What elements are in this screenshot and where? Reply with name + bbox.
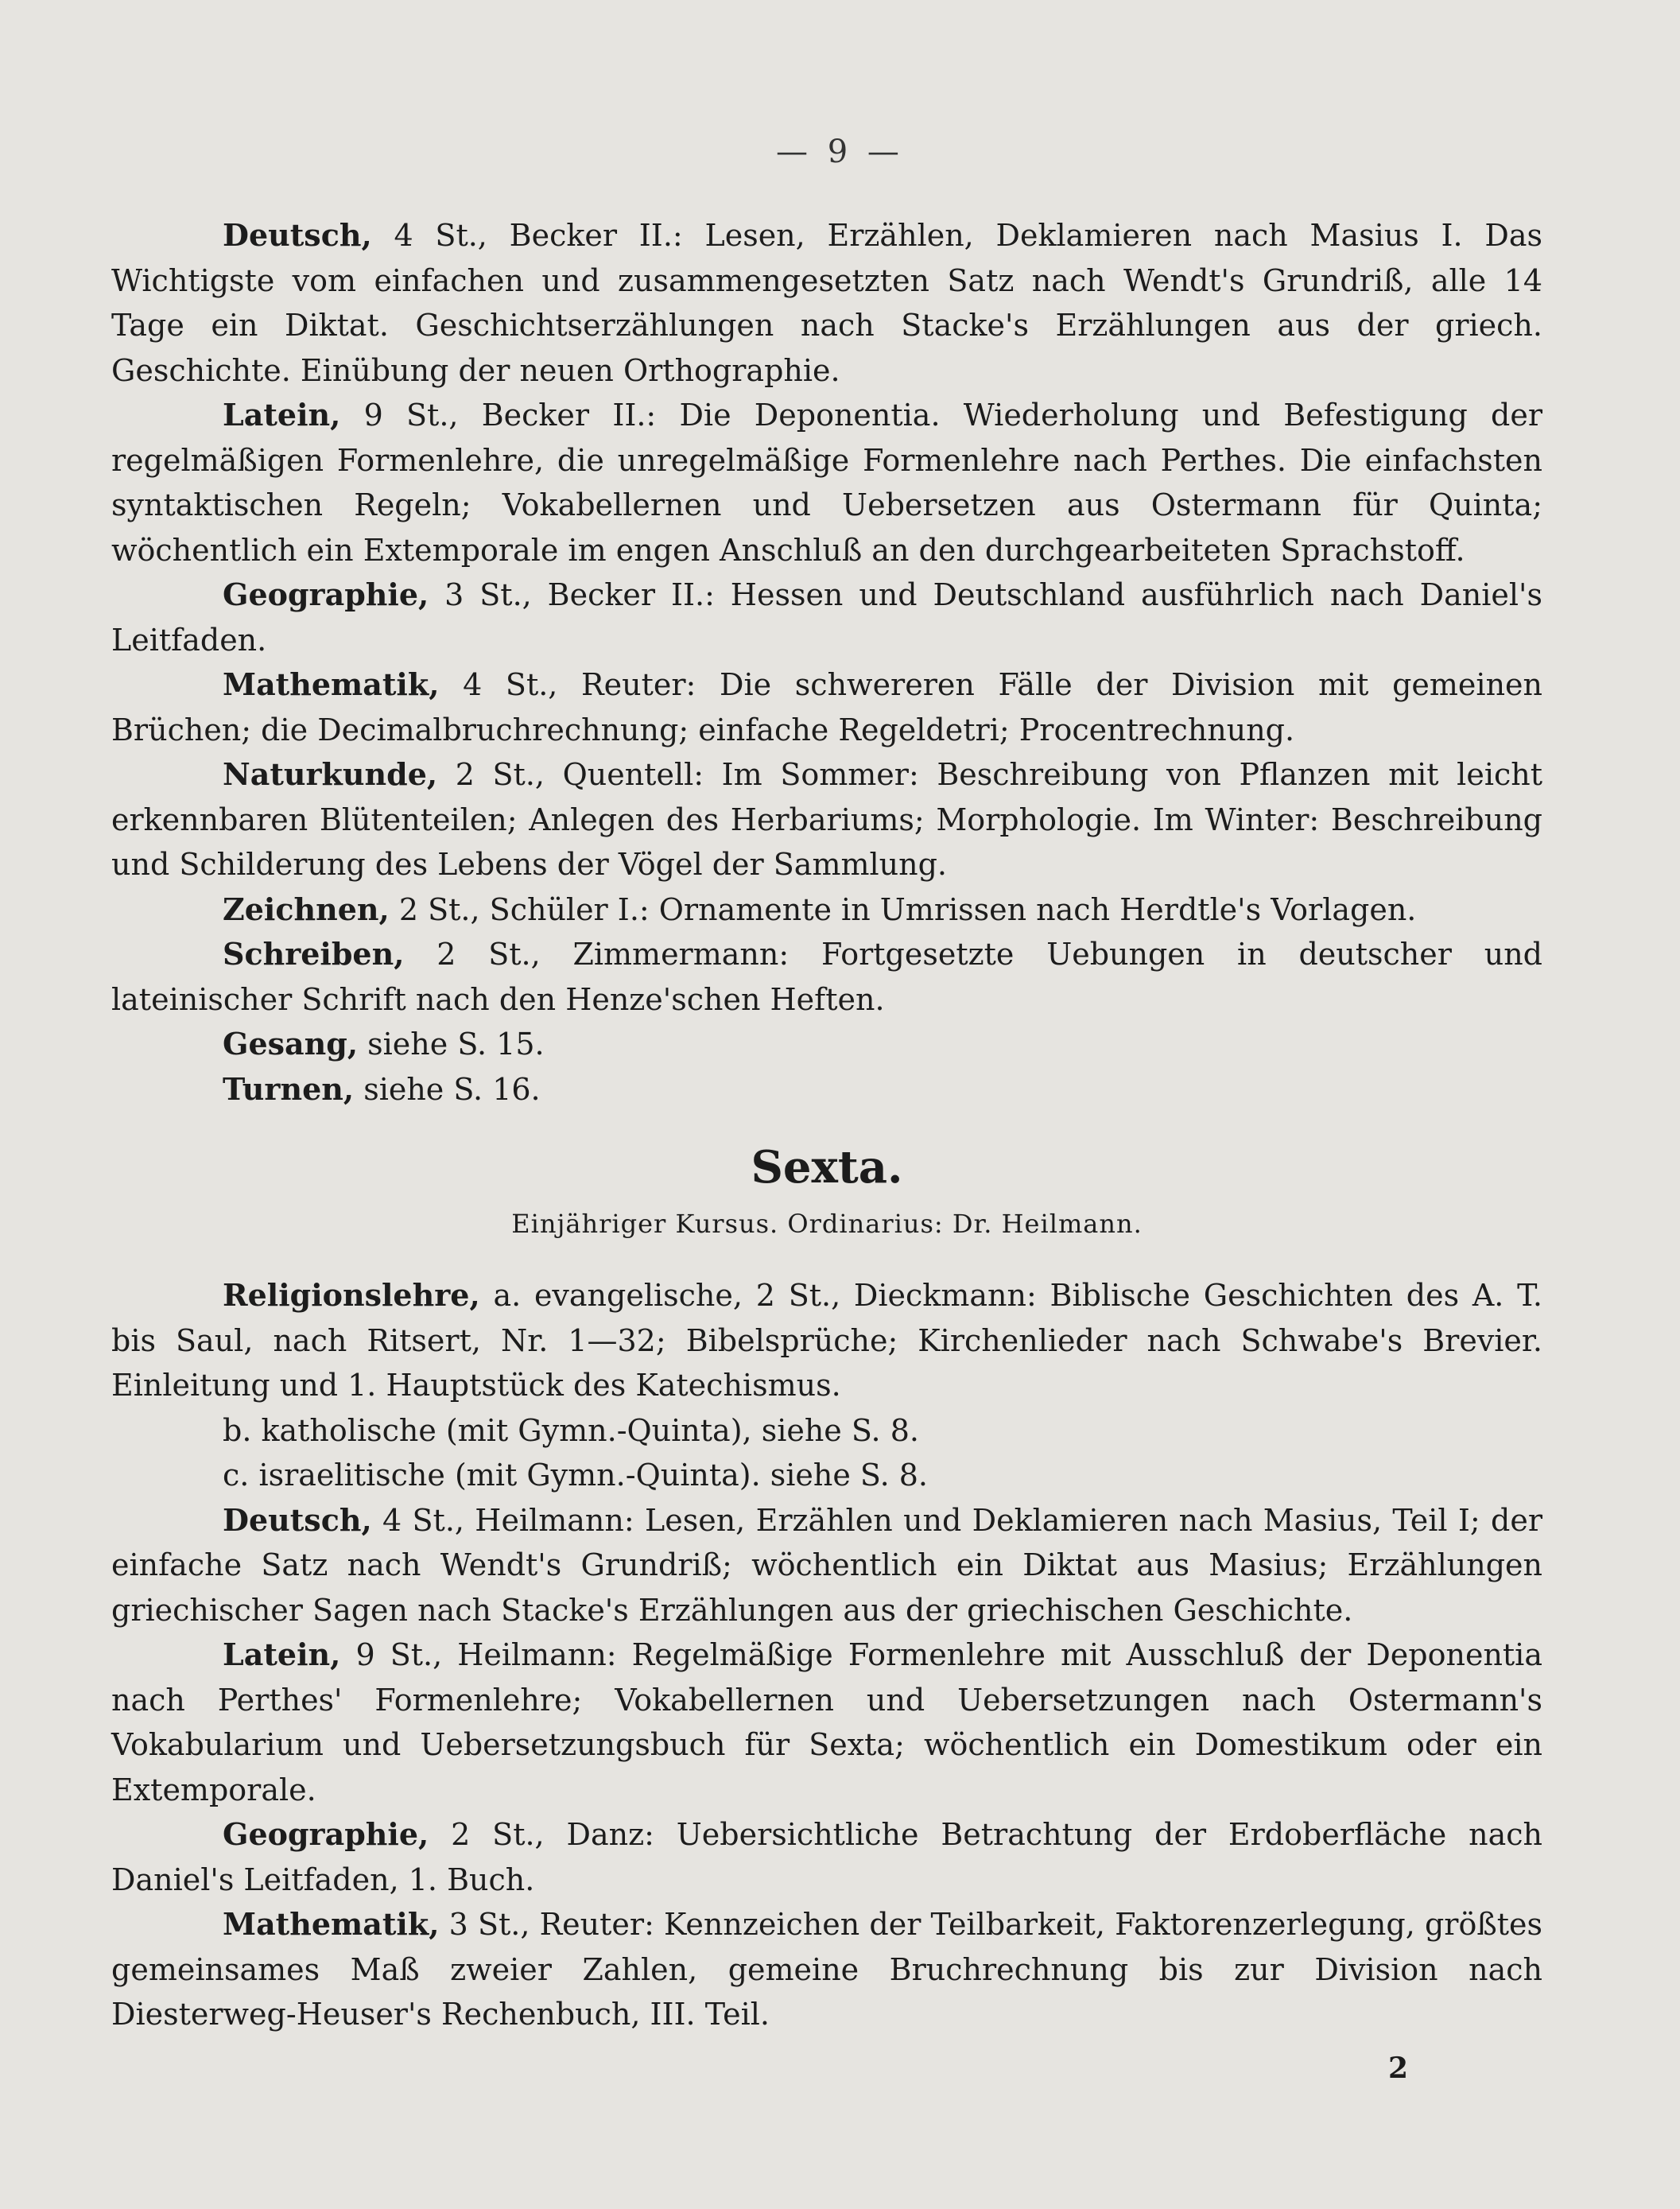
body-text — [111, 213, 1542, 2037]
subject-label: Deutsch, — [223, 217, 372, 253]
paragraph-deutsch-quinta — [111, 213, 1542, 393]
paragraph-religion-sexta — [111, 1273, 1542, 1408]
paragraph-text: siehe S. 16. — [354, 1071, 541, 1107]
signature-mark: 2 — [1388, 2052, 1409, 2085]
subject-label: Geographie, — [223, 577, 429, 612]
subject-label: Zeichnen, — [223, 891, 390, 927]
subject-label: Religionslehre, — [223, 1277, 480, 1313]
paragraph-text: 3 St., Becker II.: Hessen und Deutschland ausführlich nach Daniel's Leitfaden. — [111, 577, 1542, 658]
paragraph-religion-c: c. israelitische (mit Gymn.-Quinta). siehe S. 8. — [223, 1458, 929, 1493]
paragraph-gesang-quinta — [111, 1022, 1542, 1067]
subject-label: Mathematik, — [223, 1906, 440, 1942]
paragraph-text: 2 St., Danz: Uebersichtliche Betrachtung der Erdoberfläche nach Daniel's Leitfaden, 1. Buch. — [111, 1817, 1542, 1897]
paragraph-zeichnen-quinta — [111, 887, 1542, 933]
paragraph-turnen-quinta — [111, 1067, 1542, 1112]
paragraph-text: 9 St., Heilmann: Regelmäßige Formenlehre mit Ausschluß der Deponentia nach Perthes' Formenlehre; Vokabellernen und Uebersetzungen nach Ostermann's Vokabularium und Uebersetzungsbuch für Sexta; wöchentlich ein Domestikum oder ein Extemporale. — [111, 1637, 1542, 1807]
paragraph-text: a. evangelische, 2 St., Dieckmann: Biblische Geschichten des A. T. bis Saul, nach Ritsert, Nr. 1—32; Bibelsprüche; Kirchenlieder nach Schwabe's Brevier. Einleitung und 1. Hauptstück des Katechismus. — [111, 1278, 1542, 1403]
paragraph-text: 2 St., Quentell: Im Sommer: Beschreibung von Pflanzen mit leicht erkennbaren Blütenteilen; Anlegen des Herbariums; Morphologie. Im Winter: Beschreibung und Schilderung des Lebens der Vögel der Sammlung. — [111, 757, 1542, 882]
paragraph-text: 2 St., Schüler I.: Ornamente in Umrissen nach Herdtle's Vorlagen. — [389, 891, 1417, 927]
paragraph-naturkunde-quinta — [111, 752, 1542, 887]
paragraph-latein-sexta — [111, 1632, 1542, 1812]
subject-label: Geographie, — [223, 1816, 429, 1852]
subject-label: Deutsch, — [223, 1501, 372, 1538]
paragraph-text: 4 St., Heilmann: Lesen, Erzählen und Deklamieren nach Masius, Teil I; der einfache Satz nach Wendt's Grundriß; wöchentlich ein Diktat aus Masius; Erzählungen griechischer Sagen nach Stacke's Erzählungen aus der griechischen Geschichte. — [111, 1502, 1542, 1628]
subject-label: Naturkunde, — [223, 756, 438, 792]
subject-label: Turnen, — [223, 1070, 355, 1107]
subject-label: Gesang, — [223, 1026, 359, 1062]
paragraph-text: 4 St., Becker II.: Lesen, Erzählen, Deklamieren nach Masius I. Das Wichtigste vom einfachen und zusammengesetzten Satz nach Wendt's Grundriß, alle 14 Tage ein Diktat. Geschichtserzählungen nach Stacke's Erzählungen aus der griech. Geschichte. Einübung der neuen Orthographie. — [111, 218, 1542, 388]
paragraph-text: 2 St., Zimmermann: Fortgesetzte Uebungen in deutscher und lateinischer Schrift nach den Henze'schen Heften. — [111, 937, 1542, 1017]
paragraph-latein-quinta — [111, 393, 1542, 573]
section-title-sexta: Sexta. — [751, 1141, 903, 1194]
paragraph-religion-b: b. katholische (mit Gymn.-Quinta), siehe S. 8. — [223, 1412, 919, 1448]
paragraph-text: 4 St., Reuter: Die schwereren Fälle der Division mit gemeinen Brüchen; die Decimalbruchrechnung; einfache Regeldetri; Procentrechnung. — [111, 667, 1542, 747]
paragraph-schreiben-quinta — [111, 932, 1542, 1022]
paragraph-text: 9 St., Becker II.: Die Deponentia. Wiederholung und Befestigung der regelmäßigen Formenlehre, die unregelmäßige Formenlehre nach Perthes. Die einfachsten syntaktischen Regeln; Vokabellernen und Uebersetzen aus Ostermann für Quinta; wöchentlich ein Extemporale im engen Anschluß an den durchgearbeiteten Sprachstoff. — [111, 398, 1542, 568]
paragraph-text: siehe S. 15. — [358, 1027, 545, 1062]
section-subtitle: Einjähriger Kursus. Ordinarius: Dr. Heilmann. — [511, 1208, 1143, 1239]
paragraph-text: 3 St., Reuter: Kennzeichen der Teilbarkeit, Faktorenzerlegung, größtes gemeinsames Maß zweier Zahlen, gemeine Bruchrechnung bis zur Division nach Diesterweg-Heuser's Rechenbuch, III. Teil. — [111, 1907, 1542, 2032]
subject-label: Schreiben, — [223, 936, 405, 972]
paragraph-mathematik-quinta — [111, 662, 1542, 752]
paragraph-mathematik-sexta — [111, 1902, 1542, 2037]
page-number: — 9 — — [776, 134, 904, 170]
paragraph-deutsch-sexta — [111, 1498, 1542, 1633]
subject-label: Mathematik, — [223, 666, 440, 702]
subject-label: Latein, — [223, 397, 341, 433]
subject-label: Latein, — [223, 1636, 341, 1672]
paragraph-geographie-quinta — [111, 573, 1542, 662]
paragraph-geographie-sexta — [111, 1812, 1542, 1902]
